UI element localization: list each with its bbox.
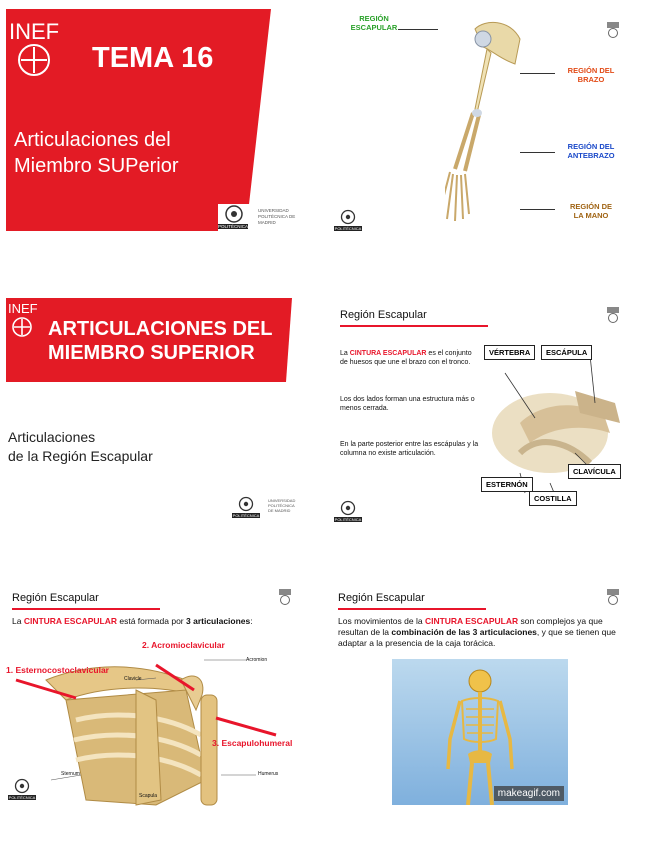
slide-6[interactable] [330,580,630,810]
crest-icon [340,209,356,225]
crest-icon [224,204,244,224]
label-vertebra: VÉRTEBRA [484,345,535,360]
line-escapular [398,29,438,30]
label-antebrazo: REGIÓN DEL ANTEBRAZO [567,142,615,160]
label-mano: REGIÓN DE LA MANO [569,202,613,220]
heading-underline [340,325,488,327]
brand-text: INEF [8,301,38,316]
univ-text: UNIVERSIDAD POLITÉCNICA DE MADRID [258,208,296,225]
label-scapula: Scapula [139,793,158,799]
paragraph-1 [340,349,480,367]
slide-4[interactable] [330,298,630,528]
label-costilla: COSTILLA [529,491,577,506]
slide-3-title-2: MIEMBRO SUPERIOR [48,342,255,364]
intro-text [12,616,253,626]
p1-pre: La [340,350,350,357]
slide-3-title-1: ARTICULACIONES DEL [48,318,273,340]
slide-5-heading: Región Escapular [12,592,99,604]
slide-1[interactable] [6,9,306,239]
inef-badge-icon [278,588,292,606]
skeleton-figure-illustration [392,659,568,805]
paragraph-2: Los dos lados forman una estructura más o menos cerrada. [340,396,475,412]
university-logo [218,204,306,234]
slide-6-heading: Región Escapular [338,592,425,604]
p1-highlight: CINTURA ESCAPULAR [349,350,427,357]
t-highlight: CINTURA ESCAPULAR [424,616,519,626]
label-esternocostoclavicular: 1. Esternocostoclavicular [6,665,109,675]
t-pre: Los movimientos de la [338,616,425,626]
crest-logo [334,500,362,524]
label-clavicula: CLAVÍCULA [568,464,621,479]
brand-text: INEF [9,19,60,44]
label-escapula: ESCÁPULA [541,345,592,360]
skeleton-animation[interactable] [392,659,568,805]
label-brazo: REGIÓN DEL BRAZO [567,66,615,84]
slide-3[interactable] [6,298,306,528]
line-brazo [520,73,555,74]
line-mano [520,209,555,210]
univ-label: POLITÉCNICA [334,226,362,231]
t-post: , y que se tienen que adaptar a la presencia de la caja torácica. [338,627,616,648]
crest-icon [14,778,30,794]
crest-icon [238,496,254,512]
inef-badge-icon [606,21,620,39]
t-bold: combinación de las 3 articulaciones [391,627,537,637]
university-logo [232,496,302,522]
slide-3-sub-2: de la Región Escapular [8,448,153,464]
univ-label: POLITÉCNICA [334,517,362,522]
label-escapular: REGIÓN ESCAPULAR [350,14,398,32]
inef-logo [9,19,69,81]
crest-logo [8,778,36,802]
p1-post: es el conjunto de huesos que une el brazo con el tronco. [340,350,472,366]
arm-skeleton-illustration [445,9,545,239]
inef-emblem-icon [11,316,33,338]
crest-logo [334,209,362,235]
slide-1-title: TEMA 16 [92,42,214,74]
inef-badge-icon [606,306,620,324]
slide-6-text [338,616,623,649]
slide-1-subtitle-1: Articulaciones del [14,129,171,151]
intro-mid: está formada por [117,616,186,626]
intro-bold: 3 articulaciones [186,616,251,626]
slide-3-sub-1: Articulaciones [8,429,96,445]
intro-pre: La [12,616,24,626]
slide-2[interactable] [330,9,630,239]
inef-badge-icon [606,588,620,606]
line-antebrazo [520,152,555,153]
slide-4-heading: Región Escapular [340,309,427,321]
univ-text: UNIVERSIDAD POLITÉCNICA DE MADRID [268,498,296,513]
label-sternum: Sternum [61,771,80,777]
slide-1-subtitle-2: Miembro SUPerior [14,155,179,177]
univ-label: POLITÉCNICA [232,513,260,518]
label-acromioclavicular: 2. Acromioclavicular [142,640,225,650]
univ-label: POLITÉCNICA [8,795,36,800]
crest-icon [340,500,356,516]
intro-highlight: CINTURA ESCAPULAR [23,616,118,626]
label-acromion: Acromion [246,657,268,663]
heading-underline [12,608,160,610]
label-escapulohumeral: 3. Escapulohumeral [212,738,293,748]
watermark: makeagif.com [494,786,564,801]
inef-emblem-icon [17,43,51,77]
univ-label: POLITÉCNICA [218,224,249,229]
label-esternon: ESTERNÓN [481,477,533,492]
intro-post: : [250,616,253,626]
t-mid: son complejos ya que resultan de la [338,616,603,637]
label-humerus: Humerus [258,771,279,777]
heading-underline [338,608,486,610]
slide-5[interactable] [6,580,306,810]
label-clavicle: Clavicle [124,676,142,682]
paragraph-3: En la parte posterior entre las escápulas y la columna no existe articulación. [340,441,479,457]
